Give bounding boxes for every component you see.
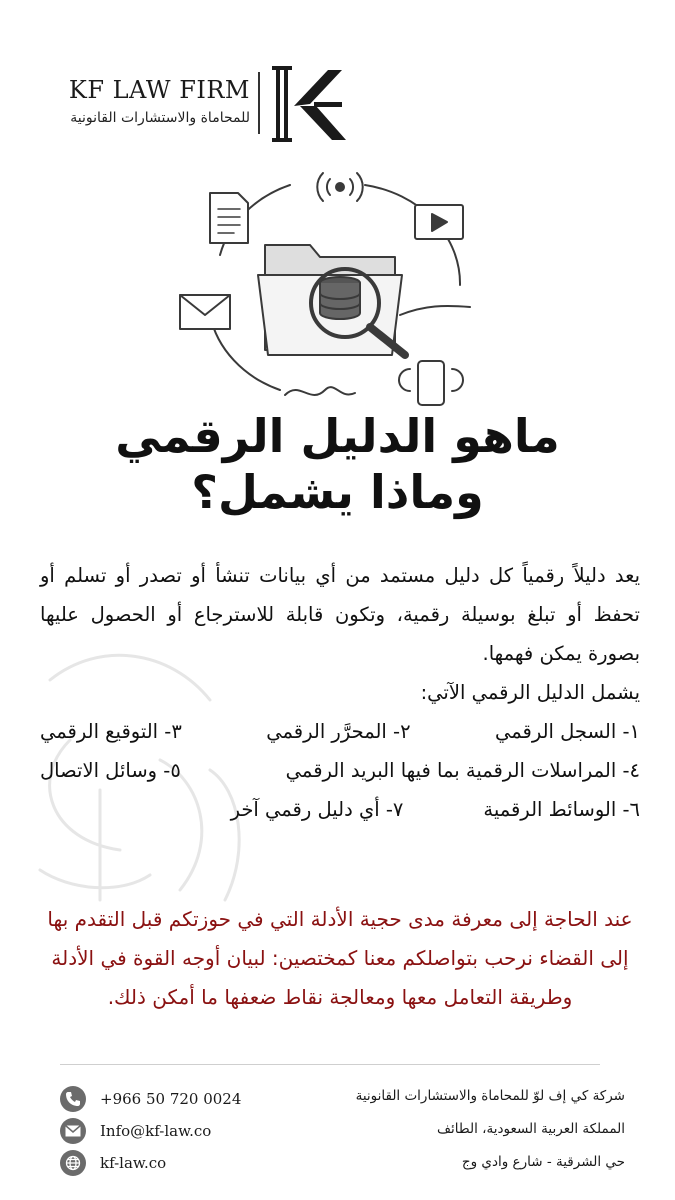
title-line-2: وماذا يشمل؟ — [191, 465, 484, 519]
list-item: ٦- الوسائط الرقمية — [483, 798, 640, 821]
phone-icon — [60, 1086, 86, 1112]
list-row-2 — [40, 751, 640, 790]
website-url[interactable]: kf-law.co — [100, 1154, 167, 1172]
list-item: ٤- المراسلات الرقمية بما فيها البريد الرقمي — [285, 759, 640, 782]
list-item: ٥- وسائل الاتصال — [40, 759, 181, 782]
phone-number[interactable]: +966 50 720 0024 — [100, 1090, 242, 1108]
list-intro: يشمل الدليل الرقمي الآتي: — [420, 681, 640, 704]
brand-name: KF LAW FIRM — [68, 76, 250, 104]
list-item: ٧- أي دليل رقمي آخر — [230, 798, 404, 821]
email-icon — [60, 1118, 86, 1144]
definition-paragraph: يعد دليلاً رقمياً كل دليل مستمد من أي بيانات تنشأ أو تصدر أو تسلم أو تحفظ أو تبلغ بوسيلة رقمية، وتكون قابلة للاسترجاع أو الحصول عليها بصورة يمكن فهمها. — [40, 564, 640, 665]
company-name: شركة كي إف لوّ للمحاماة والاستشارات القانونية — [355, 1088, 625, 1104]
email-contact[interactable] — [60, 1116, 260, 1146]
footer-divider — [60, 1064, 600, 1065]
brand-subtitle: للمحاماة والاستشارات القانونية — [70, 110, 250, 126]
website-contact[interactable] — [60, 1148, 260, 1178]
call-to-action: عند الحاجة إلى معرفة مدى حجية الأدلة التي في حوزتكم قبل التقدم بها إلى القضاء نرحب بتواصلكم معنا كمختصين: لبيان أوجه القوة في الأدلة وطريقة التعامل معها ومعالجة نقاط ضعفها ما أمكن ذلك. — [47, 907, 633, 1009]
list-item: ٢- المحرَّر الرقمي — [266, 720, 411, 743]
phone-contact[interactable] — [60, 1084, 260, 1114]
page-title — [40, 408, 635, 520]
address-street: حي الشرقية - شارع وادي وج — [461, 1154, 625, 1170]
digital-evidence-illustration — [170, 165, 480, 425]
list-item: ٣- التوقيع الرقمي — [40, 720, 182, 743]
list-row-1 — [40, 712, 640, 751]
email-address[interactable]: Info@kf-law.co — [100, 1122, 212, 1140]
logo-divider — [258, 72, 260, 134]
body-section — [40, 556, 640, 829]
kf-logo-icon — [270, 66, 350, 142]
address-country-city: المملكة العربية السعودية، الطائف — [437, 1121, 625, 1137]
title-line-1: ماهو الدليل الرقمي — [115, 409, 560, 463]
list-row-3 — [40, 790, 640, 829]
globe-icon — [60, 1150, 86, 1176]
list-item: ١- السجل الرقمي — [495, 720, 640, 743]
